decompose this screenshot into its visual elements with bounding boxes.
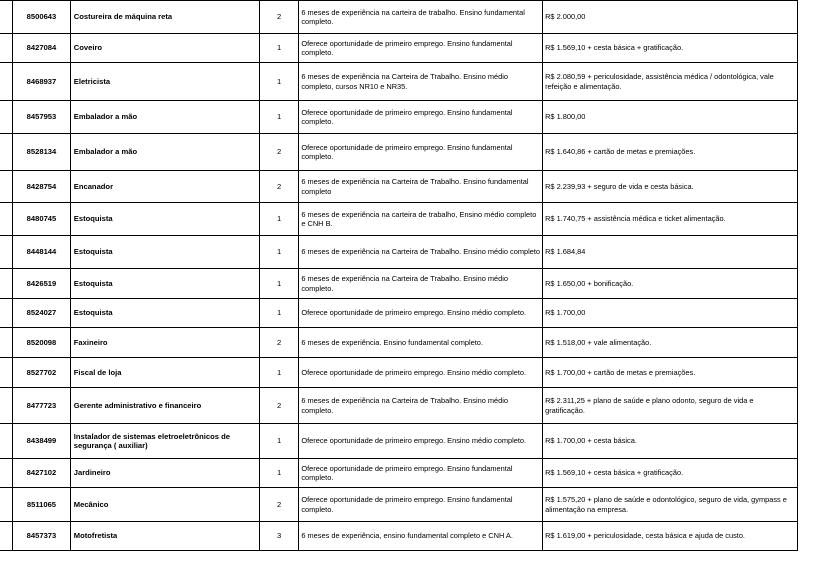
salary-benefits: R$ 2.080,59 + periculosidade, assistência médica / odontológica, vale refeição e alimentação.: [543, 63, 798, 101]
table-row: [0, 101, 798, 134]
job-code: 8528134: [13, 134, 71, 171]
job-requirements: Oferece oportunidade de primeiro emprego. Ensino fundamental completo.: [299, 488, 543, 522]
table-row: [0, 424, 798, 459]
table-row: [0, 299, 798, 328]
job-code: 8457373: [13, 522, 71, 551]
vacancy-count: 1: [259, 269, 298, 299]
salary-benefits: R$ 1.518,00 + vale alimentação.: [543, 328, 798, 358]
vacancy-count: 2: [259, 1, 298, 34]
job-requirements: 6 meses de experiência na carteira de trabalho, Ensino médio completo e CNH B.: [299, 203, 543, 236]
row-margin-cell: [0, 134, 13, 171]
table-row: [0, 34, 798, 63]
salary-benefits: R$ 1.700,00: [543, 299, 798, 328]
job-title: Instalador de sistemas eletroeletrônicos de segurança ( auxiliar): [70, 424, 259, 459]
job-code: 8468937: [13, 63, 71, 101]
vacancy-count: 2: [259, 488, 298, 522]
job-code: 8480745: [13, 203, 71, 236]
salary-benefits: R$ 2.311,25 + plano de saúde e plano odonto, seguro de vida e gratificação.: [543, 388, 798, 424]
vacancy-count: 1: [259, 424, 298, 459]
salary-benefits: R$ 1.640,86 + cartão de metas e premiações.: [543, 134, 798, 171]
vacancy-count: 1: [259, 299, 298, 328]
job-requirements: 6 meses de experiência, ensino fundamental completo e CNH A.: [299, 522, 543, 551]
salary-benefits: R$ 1.569,10 + cesta básica + gratificação.: [543, 34, 798, 63]
row-margin-cell: [0, 101, 13, 134]
job-code: 8427084: [13, 34, 71, 63]
job-title: Estoquista: [70, 269, 259, 299]
salary-benefits: R$ 1.700,00 + cartão de metas e premiações.: [543, 358, 798, 388]
table-row: [0, 459, 798, 488]
table-row: [0, 1, 798, 34]
row-margin-cell: [0, 171, 13, 203]
row-margin-cell: [0, 388, 13, 424]
job-title: Jardineiro: [70, 459, 259, 488]
job-requirements: 6 meses de experiência. Ensino fundamental completo.: [299, 328, 543, 358]
job-code: 8500643: [13, 1, 71, 34]
job-title: Motofretista: [70, 522, 259, 551]
table-row: [0, 488, 798, 522]
job-code: 8438499: [13, 424, 71, 459]
vacancy-count: 1: [259, 101, 298, 134]
job-code: 8524027: [13, 299, 71, 328]
salary-benefits: R$ 1.650,00 + bonificação.: [543, 269, 798, 299]
vacancy-count: 2: [259, 388, 298, 424]
job-code: 8457953: [13, 101, 71, 134]
job-code: 8426519: [13, 269, 71, 299]
job-requirements: Oferece oportunidade de primeiro emprego. Ensino fundamental completo.: [299, 101, 543, 134]
job-requirements: 6 meses de experiência na Carteira de Trabalho. Ensino médio completo, cursos NR10 e NR35.: [299, 63, 543, 101]
row-margin-cell: [0, 459, 13, 488]
job-code: 8448144: [13, 236, 71, 269]
job-requirements: 6 meses de experiência na Carteira de Trabalho. Ensino médio completo.: [299, 269, 543, 299]
vacancy-count: 2: [259, 171, 298, 203]
row-margin-cell: [0, 1, 13, 34]
job-code: 8427102: [13, 459, 71, 488]
job-requirements: Oferece oportunidade de primeiro emprego. Ensino médio completo.: [299, 299, 543, 328]
job-requirements: Oferece oportunidade de primeiro emprego. Ensino médio completo.: [299, 424, 543, 459]
job-requirements: 6 meses de experiência na Carteira de Trabalho. Ensino fundamental completo: [299, 171, 543, 203]
job-listings-body: [0, 1, 798, 551]
vacancy-count: 1: [259, 236, 298, 269]
row-margin-cell: [0, 63, 13, 101]
salary-benefits: R$ 2.000,00: [543, 1, 798, 34]
job-title: Fiscal de loja: [70, 358, 259, 388]
table-row: [0, 63, 798, 101]
vacancy-count: 1: [259, 63, 298, 101]
job-code: 8527702: [13, 358, 71, 388]
row-margin-cell: [0, 299, 13, 328]
job-requirements: 6 meses de experiência na Carteira de Trabalho. Ensino médio completo: [299, 236, 543, 269]
vacancy-count: 3: [259, 522, 298, 551]
row-margin-cell: [0, 34, 13, 63]
job-title: Estoquista: [70, 203, 259, 236]
job-requirements: Oferece oportunidade de primeiro emprego. Ensino médio completo.: [299, 358, 543, 388]
row-margin-cell: [0, 269, 13, 299]
table-row: [0, 328, 798, 358]
job-requirements: 6 meses de experiência na Carteira de Trabalho. Ensino médio completo.: [299, 388, 543, 424]
row-margin-cell: [0, 488, 13, 522]
row-margin-cell: [0, 203, 13, 236]
vacancy-count: 2: [259, 134, 298, 171]
salary-benefits: R$ 1.700,00 + cesta básica.: [543, 424, 798, 459]
job-title: Estoquista: [70, 299, 259, 328]
job-title: Gerente administrativo e financeiro: [70, 388, 259, 424]
job-title: Embalador a mão: [70, 134, 259, 171]
job-title: Costureira de máquina reta: [70, 1, 259, 34]
job-title: Encanador: [70, 171, 259, 203]
vacancy-count: 1: [259, 203, 298, 236]
job-code: 8511065: [13, 488, 71, 522]
table-row: [0, 388, 798, 424]
job-title: Embalador a mão: [70, 101, 259, 134]
job-title: Eletricista: [70, 63, 259, 101]
job-code: 8520098: [13, 328, 71, 358]
job-requirements: Oferece oportunidade de primeiro emprego. Ensino fundamental completo.: [299, 134, 543, 171]
table-row: [0, 522, 798, 551]
vacancy-count: 1: [259, 358, 298, 388]
table-row: [0, 203, 798, 236]
salary-benefits: R$ 1.575,20 + plano de saúde e odontológico, seguro de vida, gympass e alimentação na empresa.: [543, 488, 798, 522]
row-margin-cell: [0, 236, 13, 269]
vacancy-count: 2: [259, 328, 298, 358]
salary-benefits: R$ 1.740,75 + assistência médica e ticket alimentação.: [543, 203, 798, 236]
row-margin-cell: [0, 328, 13, 358]
row-margin-cell: [0, 522, 13, 551]
salary-benefits: R$ 1.800,00: [543, 101, 798, 134]
table-row: [0, 171, 798, 203]
job-code: 8477723: [13, 388, 71, 424]
salary-benefits: R$ 1.619,00 + periculosidade, cesta básica e ajuda de custo.: [543, 522, 798, 551]
job-title: Coveiro: [70, 34, 259, 63]
job-title: Faxineiro: [70, 328, 259, 358]
salary-benefits: R$ 2.239,93 + seguro de vida e cesta básica.: [543, 171, 798, 203]
table-row: [0, 134, 798, 171]
job-title: Mecânico: [70, 488, 259, 522]
job-code: 8428754: [13, 171, 71, 203]
salary-benefits: R$ 1.569,10 + cesta básica + gratificação.: [543, 459, 798, 488]
table-row: [0, 358, 798, 388]
vacancy-count: 1: [259, 459, 298, 488]
table-row: [0, 269, 798, 299]
job-requirements: Oferece oportunidade de primeiro emprego. Ensino fundamental completo.: [299, 34, 543, 63]
job-requirements: 6 meses de experiência na carteira de trabalho. Ensino fundamental completo.: [299, 1, 543, 34]
row-margin-cell: [0, 424, 13, 459]
row-margin-cell: [0, 358, 13, 388]
table-row: [0, 236, 798, 269]
job-requirements: Oferece oportunidade de primeiro emprego. Ensino fundamental completo.: [299, 459, 543, 488]
salary-benefits: R$ 1.684,84: [543, 236, 798, 269]
job-title: Estoquista: [70, 236, 259, 269]
vacancy-count: 1: [259, 34, 298, 63]
